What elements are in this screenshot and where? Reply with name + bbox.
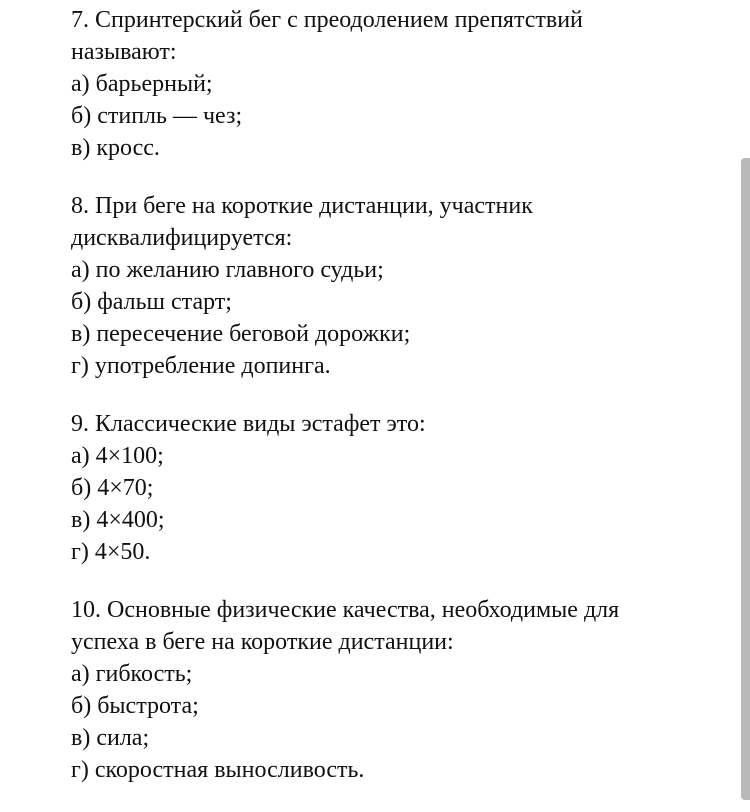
answer-option: б) стипль — чез; [71, 103, 243, 129]
scrollbar[interactable] [741, 158, 750, 800]
answer-option: в) сила; [71, 725, 150, 751]
question-9 [71, 408, 721, 568]
answer-option: г) скоростная выносливость. [71, 757, 365, 783]
question-text: 8. При беге на короткие дистанции, участник [71, 193, 533, 219]
answer-option: в) 4×400; [71, 507, 165, 533]
question-8 [71, 190, 721, 382]
question-text: называют: [71, 39, 177, 65]
question-10 [71, 594, 721, 786]
answer-option: а) 4×100; [71, 443, 164, 469]
document-body [71, 4, 721, 812]
answer-option: г) 4×50. [71, 539, 151, 565]
answer-option: а) по желанию главного судьи; [71, 257, 384, 283]
answer-option: а) гибкость; [71, 661, 193, 687]
question-text: 10. Основные физические качества, необходимые для [71, 597, 620, 623]
question-7 [71, 4, 721, 164]
question-text: 9. Классические виды эстафет это: [71, 411, 426, 437]
question-text: успеха в беге на короткие дистанции: [71, 629, 454, 655]
answer-option: б) быстрота; [71, 693, 199, 719]
question-text: 7. Спринтерский бег с преодолением препятствий [71, 7, 583, 33]
answer-option: в) кросс. [71, 135, 160, 161]
question-text: дисквалифицируется: [71, 225, 293, 251]
answer-option: в) пересечение беговой дорожки; [71, 321, 411, 347]
answer-option: г) употребление допинга. [71, 353, 331, 379]
answer-option: а) барьерный; [71, 71, 213, 97]
answer-option: б) фальш старт; [71, 289, 232, 315]
answer-option: б) 4×70; [71, 475, 154, 501]
